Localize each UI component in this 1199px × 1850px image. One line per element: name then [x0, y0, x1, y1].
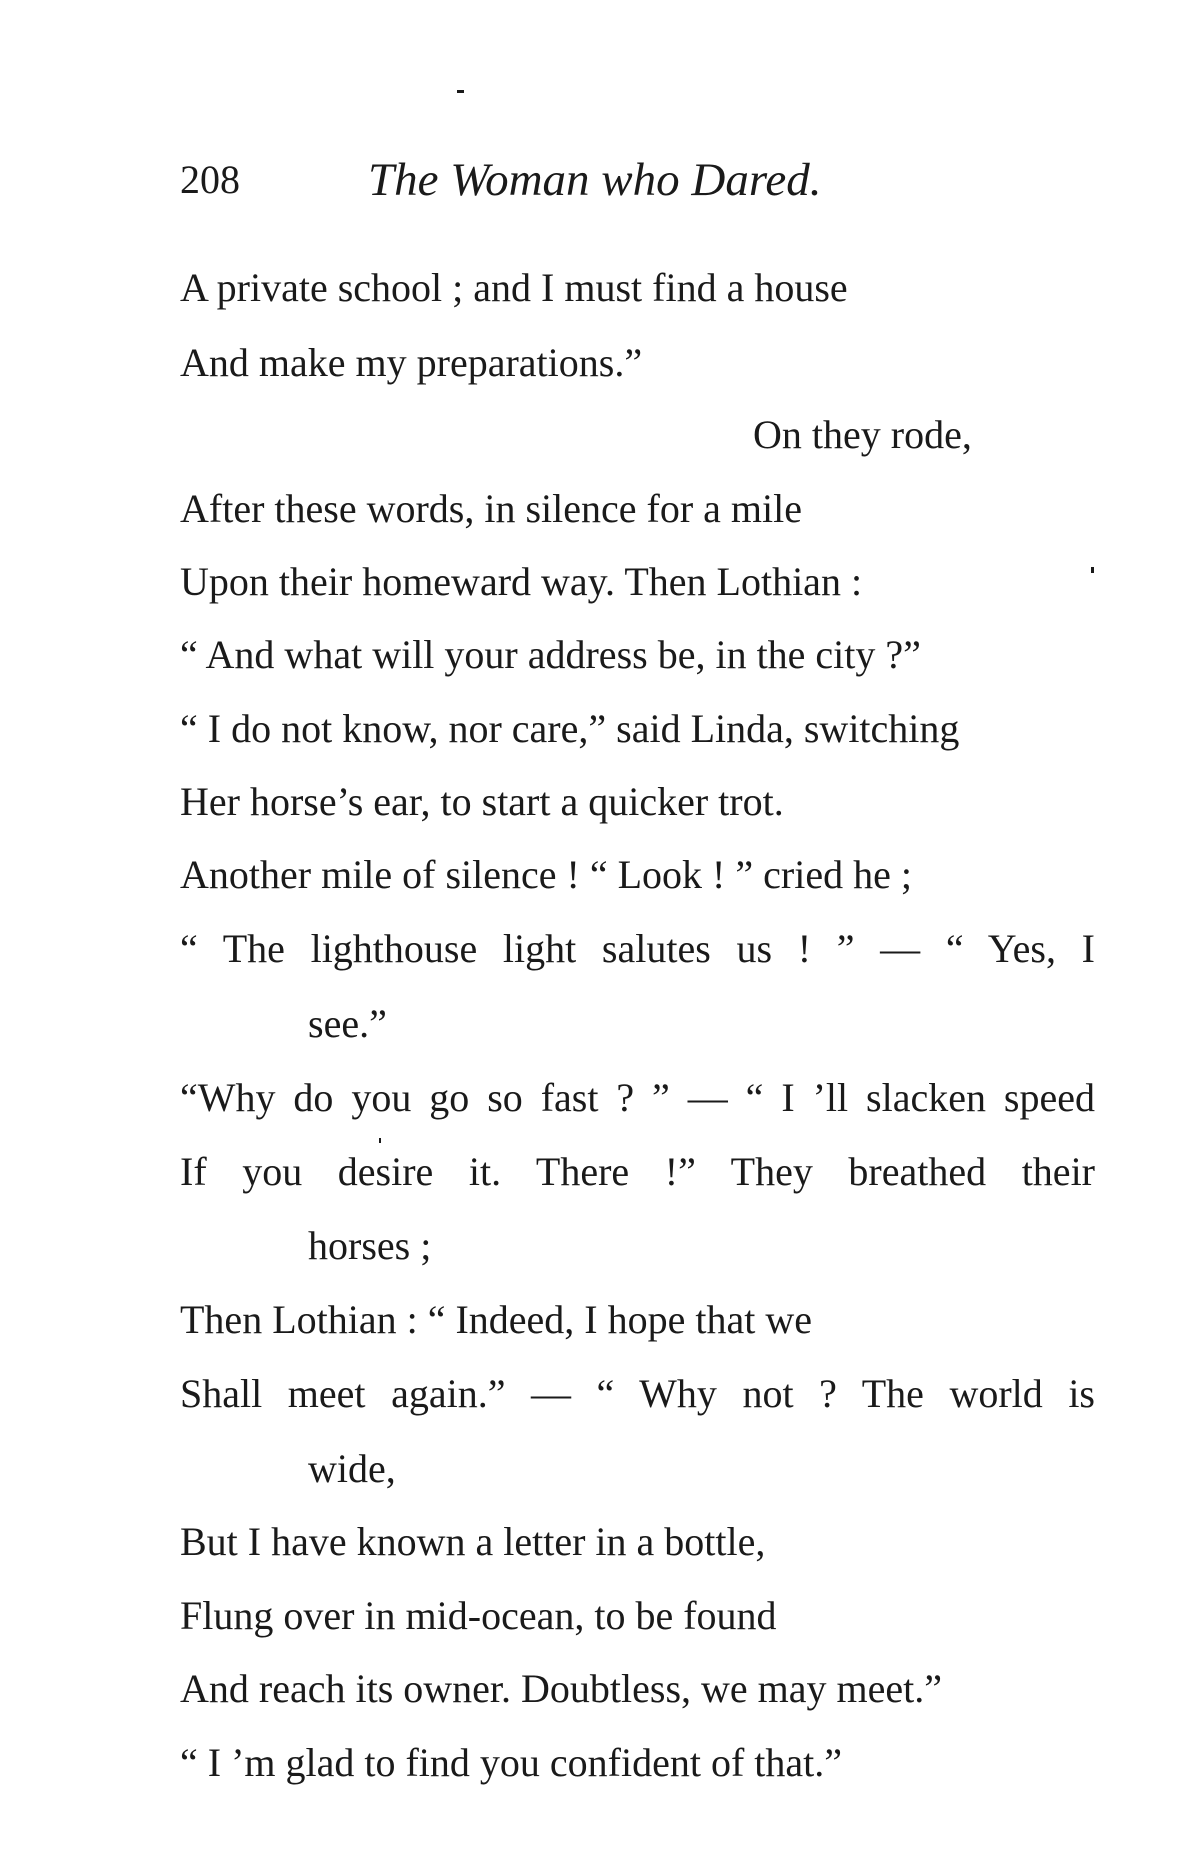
verse-line: “ The lighthouse light salutes us ! ” — “ Yes, I	[180, 926, 1095, 971]
verse-line: “Why do you go so fast ? ” — “ I ’ll slacken speed	[180, 1075, 1095, 1120]
page-number: 208	[180, 157, 240, 202]
verse-line-turnover: see.”	[308, 1001, 387, 1046]
verse-line: Flung over in mid-ocean, to be found	[180, 1593, 777, 1638]
verse-line: “ I do not know, nor care,” said Linda, switching	[180, 706, 960, 751]
verse-line: Then Lothian : “ Indeed, I hope that we	[180, 1297, 812, 1342]
verse-line-turnover: wide,	[308, 1446, 396, 1491]
verse-line: Upon their homeward way. Then Lothian :	[180, 559, 863, 604]
verse-line: And make my preparations.”	[180, 340, 643, 385]
book-title: The Woman who Dared.	[368, 154, 822, 206]
verse-line: On they rode,	[753, 412, 972, 457]
verse-line: “ I ’m glad to find you confident of that.”	[180, 1740, 843, 1785]
running-head	[0, 150, 1199, 210]
verse-line: But I have known a letter in a bottle,	[180, 1519, 766, 1564]
print-speck	[379, 1138, 381, 1143]
verse-line: Shall meet again.” — “ Why not ? The world is	[180, 1371, 1095, 1416]
verse-line: “ And what will your address be, in the city ?”	[180, 632, 921, 677]
verse-line: After these words, in silence for a mile	[180, 486, 803, 531]
verse-line: A private school ; and I must find a house	[180, 265, 848, 310]
verse-line: Another mile of silence ! “ Look ! ” cried he ;	[180, 852, 912, 897]
verse-line-turnover: horses ;	[308, 1223, 432, 1268]
print-speck	[1091, 567, 1094, 573]
verse-line: Her horse’s ear, to start a quicker trot.	[180, 779, 784, 824]
verse-line: If you desire it. There !” They breathed their	[180, 1149, 1095, 1194]
verse-line: And reach its owner. Doubtless, we may meet.”	[180, 1666, 943, 1711]
print-speck	[457, 90, 464, 93]
